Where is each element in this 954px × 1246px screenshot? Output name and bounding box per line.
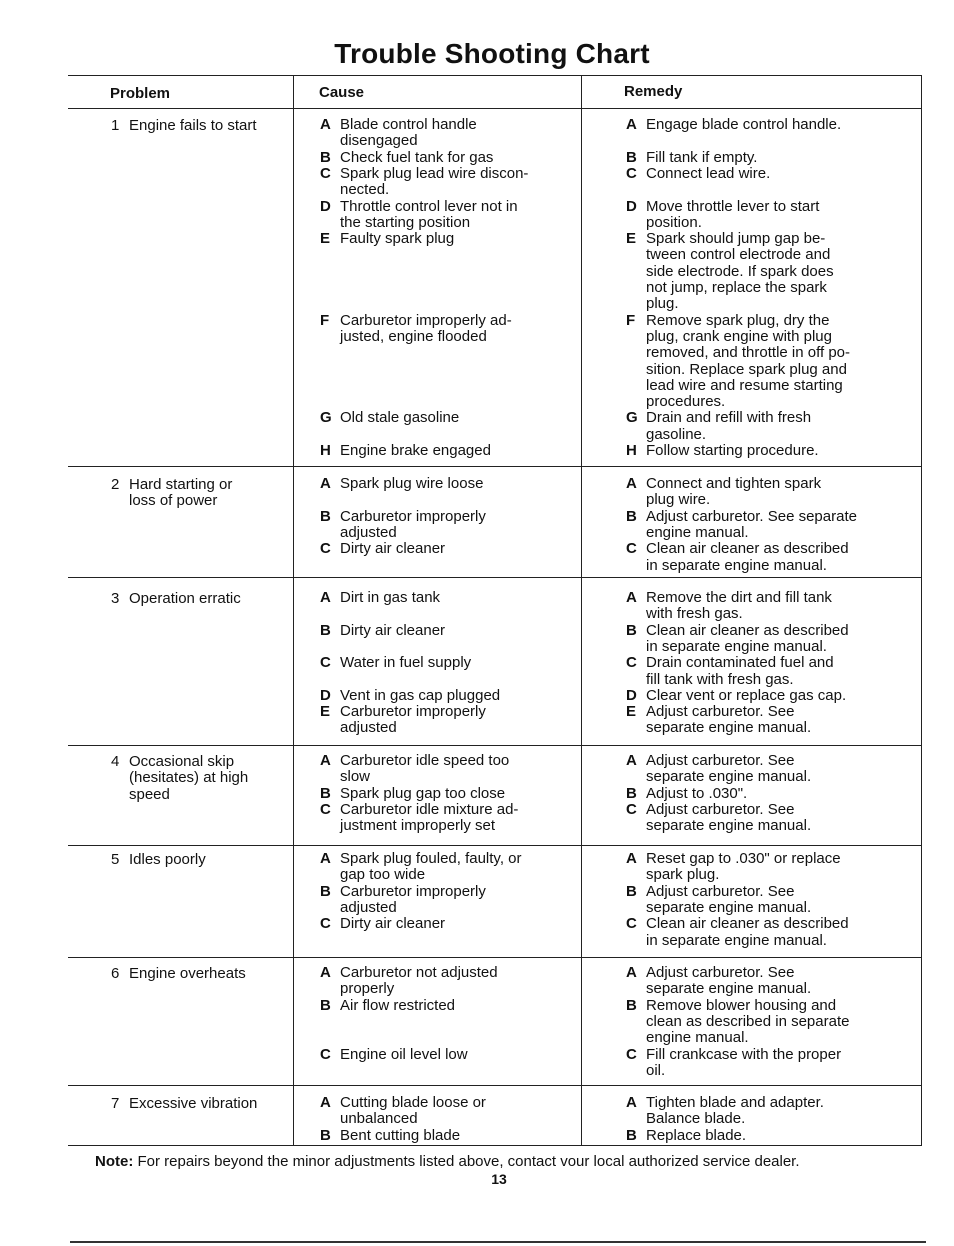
remedy-line (626, 150, 757, 166)
cause-line (320, 1095, 486, 1111)
problem-number: 1 (111, 117, 120, 134)
remedy-text: Connect lead wire. (646, 164, 771, 182)
problem-line (111, 591, 241, 607)
remedy-line (626, 558, 827, 574)
remedy-text: plug wire. (646, 491, 711, 509)
remedy-text: spark plug. (646, 866, 720, 884)
cause-line (320, 981, 394, 997)
remedy-letter: A (626, 850, 637, 867)
cause-line (320, 916, 445, 932)
remedy-text: Clean air cleaner as described (646, 915, 849, 933)
cause-letter: H (320, 442, 331, 459)
cause-line (320, 509, 486, 525)
problem-line (111, 1096, 257, 1112)
remedy-line (626, 1128, 746, 1144)
cause-line (320, 525, 397, 541)
remedy-letter: G (626, 409, 638, 427)
remedy-line (626, 247, 830, 263)
cause-text: Spark plug fouled, faulty, or (340, 850, 522, 867)
remedy-line (626, 443, 819, 459)
remedy-text: oil. (646, 1061, 666, 1079)
cause-letter: B (320, 882, 331, 900)
remedy-text: Adjust carburetor. See (646, 703, 795, 721)
cause-line (320, 688, 500, 704)
cause-line (320, 231, 454, 247)
cause-line (320, 541, 445, 557)
cause-text: adjusted (340, 719, 397, 737)
cause-text: Cutting blade loose or (340, 1094, 486, 1111)
cause-text: Vent in gas cap plugged (340, 686, 501, 704)
cause-text: Carburetor not adjusted (340, 964, 498, 981)
remedy-text: Tighten blade and adapter. (646, 1094, 824, 1111)
cause-line (320, 313, 512, 329)
cause-text: Dirty air cleaner (340, 915, 446, 933)
remedy-line (626, 867, 719, 883)
cause-text: justment improperly set (340, 817, 496, 835)
problem-line (111, 966, 246, 982)
cause-letter: A (320, 475, 331, 492)
cause-letter: B (320, 621, 331, 639)
cause-text: Spark plug lead wire discon- (340, 164, 529, 182)
remedy-text: separate engine manual. (646, 719, 812, 737)
remedy-line (626, 1047, 841, 1063)
cause-text: Carburetor improperly (340, 703, 486, 721)
table-right-rule (921, 75, 922, 1145)
problem-line (111, 493, 217, 509)
remedy-text: Drain and refill with fresh (646, 409, 812, 427)
remedy-letter: A (626, 1094, 637, 1111)
remedy-letter: B (626, 148, 637, 166)
problem-line (111, 852, 206, 868)
remedy-letter: H (626, 442, 637, 459)
remedy-line (626, 672, 794, 688)
remedy-line (626, 933, 827, 949)
remedy-letter: B (626, 621, 637, 639)
cause-line (320, 867, 425, 883)
cause-text: Check fuel tank for gas (340, 148, 494, 166)
problem-line (111, 787, 170, 803)
cause-text: the starting position (340, 213, 471, 231)
cause-text: Engine brake engaged (340, 442, 491, 459)
row-divider (68, 1085, 922, 1086)
cause-line (320, 655, 471, 671)
cause-letter: A (320, 589, 331, 606)
cause-line (320, 1047, 468, 1063)
problem-text: loss of power (129, 492, 218, 510)
cause-letter: B (320, 507, 331, 525)
remedy-text: removed, and throttle in off po- (646, 344, 851, 362)
cause-letter: B (320, 1126, 331, 1144)
remedy-line (626, 786, 747, 802)
remedy-text: Adjust carburetor. See (646, 752, 795, 769)
cause-text: Bent cutting blade (340, 1126, 461, 1144)
remedy-text: Balance blade. (646, 1110, 746, 1128)
cause-text: Blade control handle (340, 116, 477, 133)
cause-line (320, 623, 445, 639)
cause-line (320, 166, 528, 182)
header-bottom-rule (68, 108, 922, 109)
cause-text: Dirty air cleaner (340, 621, 446, 639)
cause-text: Carburetor improperly (340, 882, 486, 900)
remedy-line (626, 623, 849, 639)
remedy-text: separate engine manual. (646, 768, 812, 786)
remedy-text: engine manual. (646, 523, 749, 541)
problem-text: Occasional skip (129, 753, 235, 770)
remedy-letter: C (626, 654, 637, 672)
cause-letter: A (320, 850, 331, 867)
problem-text: Engine fails to start (129, 117, 257, 134)
remedy-line (626, 688, 846, 704)
remedy-letter: A (626, 589, 637, 606)
remedy-line (626, 851, 841, 867)
cause-letter: C (320, 540, 331, 558)
remedy-text: plug, crank engine with plug (646, 327, 832, 345)
remedy-text: procedures. (646, 393, 726, 411)
remedy-text: Fill tank if empty. (646, 148, 758, 166)
remedy-text: Connect and tighten spark (646, 475, 822, 492)
header-remedy: Remedy (624, 83, 683, 100)
remedy-text: gasoline. (646, 425, 707, 443)
cause-line (320, 704, 486, 720)
row-divider (68, 957, 922, 958)
remedy-text: separate engine manual. (646, 980, 812, 998)
remedy-text: in separate engine manual. (646, 556, 827, 574)
remedy-line (626, 362, 847, 378)
cause-letter: E (320, 230, 331, 248)
remedy-line (626, 394, 725, 410)
remedy-text: Spark should jump gap be- (646, 230, 826, 248)
remedy-text: Clear vent or replace gas cap. (646, 686, 847, 704)
cause-letter: B (320, 784, 331, 802)
cause-text: unbalanced (340, 1110, 418, 1128)
remedy-text: Clean air cleaner as described (646, 621, 849, 639)
cause-line (320, 884, 486, 900)
remedy-line (626, 215, 702, 231)
cause-line (320, 329, 487, 345)
cause-line (320, 1111, 418, 1127)
cause-line (320, 182, 389, 198)
problem-number: 6 (111, 965, 120, 982)
page-bottom-rule (70, 1241, 926, 1243)
problem-text: speed (129, 785, 170, 803)
remedy-text: Adjust carburetor. See (646, 800, 795, 818)
remedy-text: Adjust carburetor. See (646, 882, 795, 900)
cause-text: justed, engine flooded (340, 327, 487, 345)
remedy-line (626, 199, 819, 215)
remedy-text: fill tank with fresh gas. (646, 670, 794, 688)
cause-line (320, 590, 440, 606)
problem-number: 5 (111, 851, 120, 868)
remedy-line (626, 590, 832, 606)
problem-number: 3 (111, 590, 120, 607)
remedy-line (626, 998, 836, 1014)
cause-text: disengaged (340, 132, 418, 150)
remedy-line (626, 769, 811, 785)
header-cause: Cause (319, 84, 365, 101)
cause-line (320, 998, 455, 1014)
remedy-text: with fresh gas. (646, 605, 743, 623)
remedy-letter: A (626, 752, 637, 769)
cause-text: Old stale gasoline (340, 409, 460, 427)
remedy-line (626, 280, 827, 296)
remedy-line (626, 476, 821, 492)
remedy-line (626, 720, 811, 736)
problem-number: 2 (111, 476, 120, 493)
remedy-line (626, 313, 829, 329)
column-divider (293, 75, 294, 1145)
cause-line (320, 851, 522, 867)
cause-text: Throttle control lever not in (340, 197, 518, 215)
remedy-text: position. (646, 213, 702, 231)
cause-line (320, 900, 397, 916)
cause-line (320, 753, 509, 769)
cause-letter: B (320, 148, 331, 166)
cause-line (320, 150, 493, 166)
cause-letter: C (320, 654, 331, 672)
problem-number: 7 (111, 1095, 120, 1112)
cause-letter: A (320, 964, 331, 981)
remedy-line (626, 1063, 665, 1079)
cause-text: Spark plug gap too close (340, 784, 506, 802)
cause-text: adjusted (340, 898, 397, 916)
remedy-letter: A (626, 964, 637, 981)
remedy-line (626, 1111, 745, 1127)
remedy-text: Adjust carburetor. See separate (646, 507, 857, 525)
remedy-text: Remove spark plug, dry the (646, 311, 830, 329)
header-problem: Problem (110, 85, 171, 102)
cause-text: slow (340, 768, 371, 786)
note-text: For repairs beyond the minor adjustments listed above, contact vour local authorized service dealer. (133, 1153, 800, 1170)
remedy-line (626, 166, 770, 182)
remedy-text: clean as described in separate (646, 1012, 850, 1030)
remedy-line (626, 378, 843, 394)
remedy-letter: B (626, 996, 637, 1014)
remedy-text: Engage blade control handle. (646, 116, 842, 133)
remedy-line (626, 492, 710, 508)
cause-text: Faulty spark plug (340, 230, 455, 248)
row-divider (68, 466, 922, 467)
remedy-line (626, 117, 841, 133)
cause-line (320, 117, 477, 133)
cause-letter: D (320, 686, 331, 704)
remedy-line (626, 1030, 749, 1046)
cause-letter: C (320, 1045, 331, 1063)
row-divider (68, 577, 922, 578)
cause-line (320, 215, 470, 231)
cause-letter: C (320, 915, 331, 933)
remedy-letter: C (626, 1045, 637, 1063)
problem-line (111, 118, 257, 134)
cause-line (320, 786, 505, 802)
remedy-text: Reset gap to .030" or replace (646, 850, 841, 867)
remedy-text: Remove blower housing and (646, 996, 837, 1014)
remedy-line (626, 509, 857, 525)
remedy-text: Drain contaminated fuel and (646, 654, 834, 672)
cause-letter: F (320, 311, 330, 329)
cause-line (320, 199, 518, 215)
remedy-letter: D (626, 686, 637, 704)
cause-line (320, 802, 518, 818)
remedy-letter: B (626, 1126, 637, 1144)
cause-text: Dirty air cleaner (340, 540, 446, 558)
row-divider (68, 745, 922, 746)
remedy-text: Remove the dirt and fill tank (646, 589, 832, 606)
footer-note (95, 1153, 800, 1170)
cause-text: Carburetor idle mixture ad- (340, 800, 519, 818)
remedy-text: in separate engine manual. (646, 637, 827, 655)
remedy-letter: E (626, 703, 637, 721)
remedy-line (626, 704, 794, 720)
remedy-line (626, 884, 794, 900)
remedy-text: Move throttle lever to start (646, 197, 820, 215)
column-divider (581, 75, 582, 1145)
problem-line (111, 754, 234, 770)
remedy-text: sition. Replace spark plug and (646, 360, 847, 378)
remedy-letter: C (626, 164, 637, 182)
cause-letter: A (320, 1094, 331, 1111)
remedy-text: separate engine manual. (646, 817, 812, 835)
remedy-text: side electrode. If spark does (646, 262, 834, 280)
cause-text: nected. (340, 181, 390, 199)
cause-line (320, 769, 370, 785)
page-number: 13 (491, 1171, 507, 1187)
cause-line (320, 410, 459, 426)
cause-text: Spark plug wire loose (340, 475, 484, 492)
cause-letter: E (320, 703, 331, 721)
note-label: Note: (95, 1153, 134, 1170)
remedy-line (626, 296, 679, 312)
remedy-line (626, 1014, 849, 1030)
remedy-line (626, 427, 706, 443)
problem-line (111, 770, 248, 786)
problem-text: Excessive vibration (129, 1095, 258, 1112)
cause-text: Air flow restricted (340, 996, 456, 1014)
cause-text: Carburetor improperly ad- (340, 311, 512, 329)
remedy-letter: E (626, 230, 637, 248)
cause-letter: C (320, 164, 331, 182)
cause-text: Engine oil level low (340, 1045, 468, 1063)
remedy-line (626, 345, 850, 361)
remedy-line (626, 753, 794, 769)
remedy-letter: A (626, 475, 637, 492)
remedy-line (626, 525, 749, 541)
remedy-text: Adjust to .030". (646, 784, 748, 802)
problem-text: Idles poorly (129, 851, 206, 868)
remedy-line (626, 965, 794, 981)
cause-letter: B (320, 996, 331, 1014)
cause-text: adjusted (340, 523, 397, 541)
remedy-text: Replace blade. (646, 1126, 747, 1144)
cause-line (320, 133, 418, 149)
problem-text: (hesitates) at high (129, 769, 249, 787)
remedy-line (626, 541, 849, 557)
remedy-text: Clean air cleaner as described (646, 540, 849, 558)
remedy-letter: B (626, 882, 637, 900)
remedy-line (626, 1095, 824, 1111)
remedy-line (626, 655, 834, 671)
table-top-rule (68, 75, 922, 76)
remedy-line (626, 639, 827, 655)
remedy-letter: A (626, 116, 637, 133)
remedy-line (626, 264, 834, 280)
remedy-line (626, 818, 811, 834)
problem-text: Engine overheats (129, 965, 246, 982)
cause-line (320, 1128, 460, 1144)
remedy-text: plug. (646, 295, 679, 313)
remedy-text: tween control electrode and (646, 246, 831, 264)
cause-letter: A (320, 116, 331, 133)
problem-number: 4 (111, 753, 120, 770)
remedy-line (626, 981, 811, 997)
remedy-letter: C (626, 540, 637, 558)
cause-line (320, 965, 498, 981)
cause-text: properly (340, 980, 395, 998)
remedy-text: in separate engine manual. (646, 931, 827, 949)
problem-text: Operation erratic (129, 590, 241, 607)
cause-line (320, 443, 491, 459)
remedy-text: not jump, replace the spark (646, 279, 827, 296)
cause-letter: A (320, 752, 331, 769)
table-bottom-rule (68, 1145, 922, 1146)
row-divider (68, 845, 922, 846)
remedy-text: engine manual. (646, 1029, 749, 1047)
remedy-line (626, 329, 832, 345)
remedy-line (626, 900, 811, 916)
remedy-line (626, 802, 794, 818)
remedy-letter: D (626, 197, 637, 215)
cause-letter: G (320, 409, 332, 427)
remedy-text: lead wire and resume starting (646, 376, 843, 394)
remedy-text: Follow starting procedure. (646, 442, 819, 459)
cause-text: gap too wide (340, 866, 426, 884)
cause-text: Dirt in gas tank (340, 589, 441, 606)
remedy-text: Fill crankcase with the proper (646, 1045, 842, 1063)
remedy-letter: B (626, 784, 637, 802)
cause-line (320, 818, 495, 834)
remedy-line (626, 410, 811, 426)
cause-letter: D (320, 197, 331, 215)
problem-line (111, 477, 232, 493)
remedy-letter: C (626, 915, 637, 933)
cause-text: Water in fuel supply (340, 654, 472, 672)
cause-letter: C (320, 800, 331, 818)
cause-text: Carburetor improperly (340, 507, 486, 525)
remedy-text: Adjust carburetor. See (646, 964, 795, 981)
remedy-text: separate engine manual. (646, 898, 812, 916)
remedy-line (626, 606, 743, 622)
remedy-letter: F (626, 311, 636, 329)
cause-line (320, 476, 483, 492)
page-title: Trouble Shooting Chart (334, 38, 650, 69)
problem-text: Hard starting or (129, 476, 233, 493)
remedy-letter: C (626, 800, 637, 818)
remedy-line (626, 916, 849, 932)
cause-text: Carburetor idle speed too (340, 752, 510, 769)
remedy-line (626, 231, 825, 247)
cause-line (320, 720, 397, 736)
remedy-letter: B (626, 507, 637, 525)
